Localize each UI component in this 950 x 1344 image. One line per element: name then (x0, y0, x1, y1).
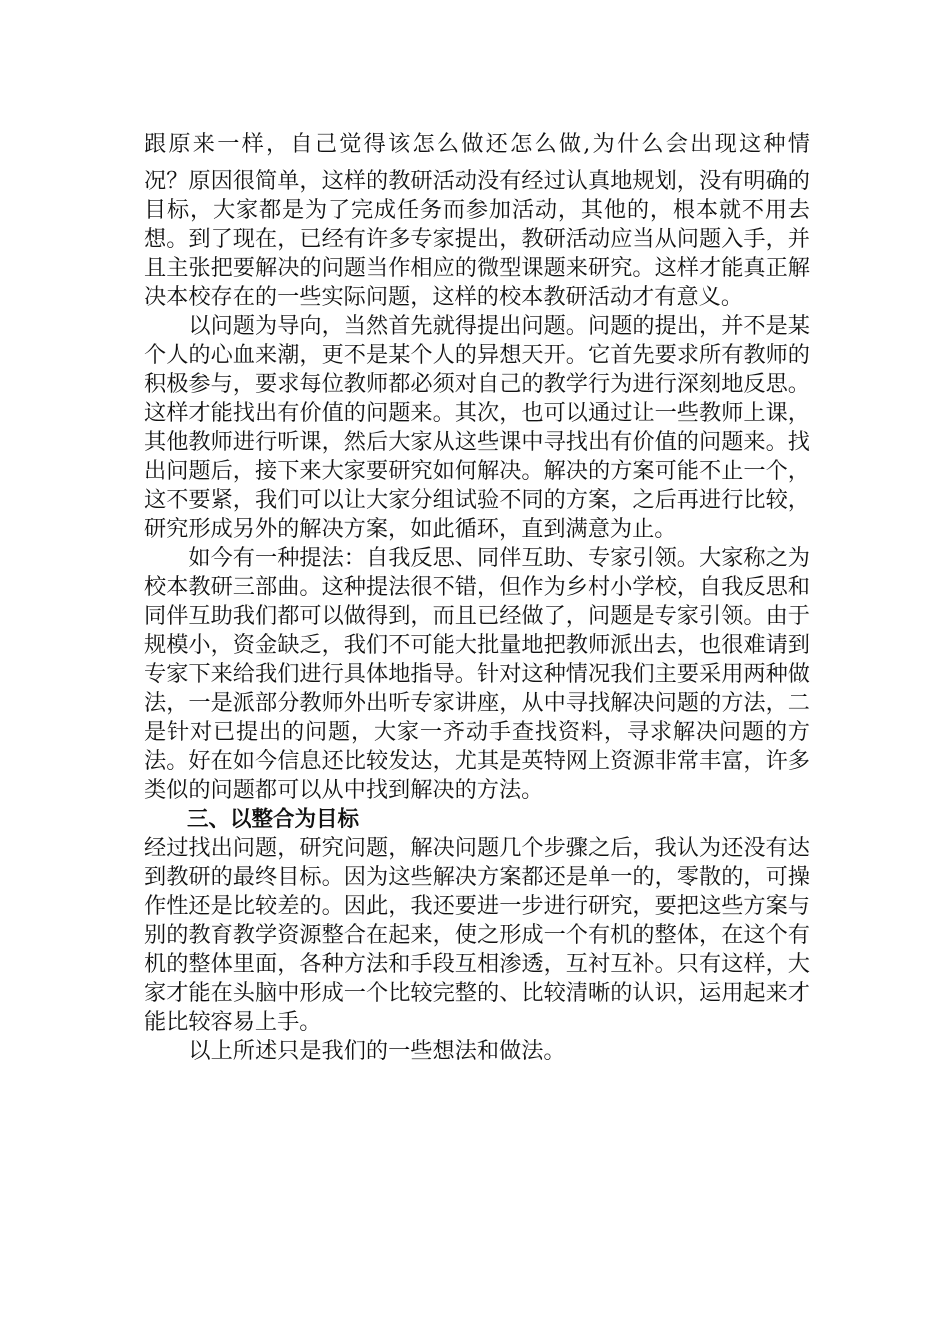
section-heading: 三、以整合为目标 (187, 807, 360, 832)
paragraph-3: 如今有一种提法：自我反思、同伴互助、专家引领。大家称之为校本教研三部曲。这种提法很不错，但作为乡村小学校，自我反思和同伴互助我们都可以做得到，而且已经做了，问题是专家引领。由于规模小，资金缺乏，我们不可能大批量地把教师派出去，也很难请到专家下来给我们进行具体地指导。针对这种情况我们主要采用两种做法，一是派部分教师外出听专家讲座，从中寻找解决问题的方法，二是针对已提出的问题，大家一齐动手查找资料，寻求解决问题的方法。好在如今信息还比较发达，尤其是英特网上资源非常丰富，许多类似的问题都可以从中找到解决的方法。 (144, 545, 810, 803)
paragraph-4: 经过找出问题，研究问题，解决问题几个步骤之后，我认为还没有达到教研的最终目标。因为这些解决方案都还是单一的，零散的，可操作性还是比较差的。因此，我还要进一步进行研究，要把这些方案与别的教育教学资源整合在起来，使之形成一个有机的整体，在这个有机的整体里面，各种方法和手段互相渗透，互衬互补。只有这样，大家才能在头脑中形成一个比较完整的、比较清晰的认识，运用起来才能比较容易上手。 (144, 835, 810, 1035)
paragraph-2: 以问题为导向，当然首先就得提出问题。问题的提出，并不是某个人的心血来潮，更不是某个人的异想天开。它首先要求所有教师的积极参与，要求每位教师都必须对自己的教学行为进行深刻地反思。这样才能找出有价值的问题来。其次，也可以通过让一些教师上课，其他教师进行听课，然后大家从这些课中寻找出有价值的问题来。找出问题后，接下来大家要研究如何解决。解决的方案可能不止一个，这不要紧，我们可以让大家分组试验不同的方案，之后再进行比较，研究形成另外的解决方案，如此循环，直到满意为止。 (144, 313, 810, 542)
paragraph-1: 况？原因很简单，这样的教研活动没有经过认真地规划，没有明确的目标，大家都是为了完成任务而参加活动，其他的，根本就不用去想。到了现在，已经有许多专家提出，教研活动应当从问题入手，并且主张把要解决的问题当作相应的微型课题来研究。这样才能真正解决本校存在的一些实际问题，这样的校本教研活动才有意义。 (144, 168, 810, 310)
continued-line: 跟原来一样，自己觉得该怎么做还怎么做,为什么会出现这种情 (144, 131, 810, 157)
closing-paragraph: 以上所述只是我们的一些想法和做法。 (188, 1038, 566, 1064)
document-page (144, 130, 810, 1066)
